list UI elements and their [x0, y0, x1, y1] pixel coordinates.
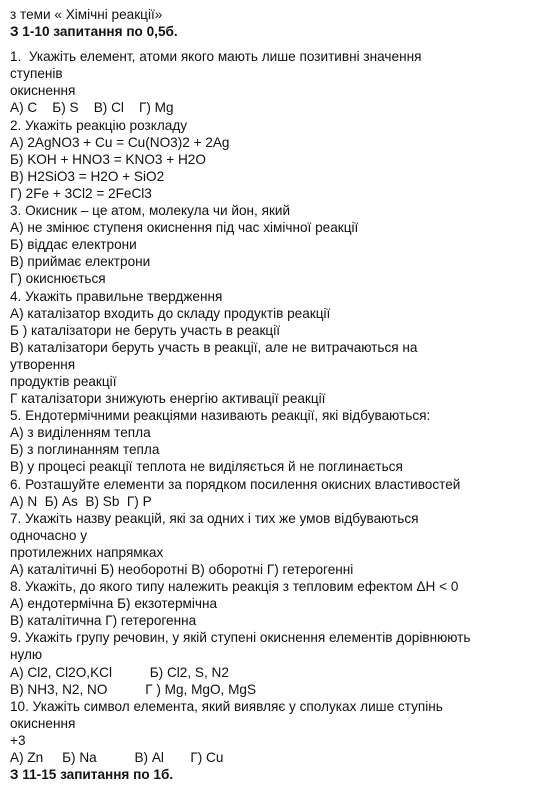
section-heading-2: З 11-15 запитання по 1б. [10, 767, 174, 783]
question-line: Г) окиснюється [10, 271, 106, 287]
question-line: 6. Розташуйте елементи за порядком посилення окисних властивостей [10, 476, 461, 492]
question-list [10, 48, 538, 766]
question-line: А) не змінює ступеня окиснення під час хімічної реакції [10, 220, 359, 236]
question-line: А) N Б) As В) Sb Г) P [10, 493, 152, 509]
question-line: Б) KOH + HNO3 = KNO3 + H2O [10, 151, 206, 167]
question-line: окиснення [10, 715, 76, 731]
question-line: А) 2AgNO3 + Cu = Cu(NO3)2 + 2Ag [10, 134, 230, 150]
question-line: В) каталітична Г) гетерогенна [10, 613, 197, 629]
question-line: В) каталізатори беруть участь в реакції, але не витрачаються на [10, 339, 418, 355]
topic-line: з теми « Хімічні реакції» [10, 7, 163, 22]
question-line: утворення [10, 356, 76, 372]
question-line: продуктів реакції [10, 373, 117, 389]
question-line: одночасно у [10, 527, 88, 543]
question-line: А) каталізатор входить до складу продуктів реакції [10, 305, 331, 321]
section-heading: З 1-10 запитання по 0,5б. [10, 24, 178, 40]
question-line: Г) 2Fe + 3Cl2 = 2FeCl3 [10, 185, 152, 201]
question-line: В) H2SiO3 = H2O + SiO2 [10, 168, 165, 184]
question-line: ступенів [10, 66, 63, 82]
question-line: нулю [10, 647, 43, 663]
question-line: А) Cl2, Cl2O,KCl Б) Cl2, S, N2 [10, 664, 229, 680]
question-line: В) у процесі реакції теплота не виділяється й не поглинається [10, 459, 403, 475]
question-line: окиснення [10, 83, 76, 99]
question-line: 8. Укажіть, до якого типу належить реакція з тепловим ефектом ΔH < 0 [10, 579, 459, 595]
question-line: А) С Б) S В) Cl Г) Mg [10, 100, 174, 116]
question-line: А) каталітичні Б) необоротні В) оборотні Г) гетерогенні [10, 562, 354, 577]
question-line: Б) віддає електрони [10, 237, 137, 253]
question-line: 3. Окисник – це атом, молекула чи йон, який [10, 203, 291, 219]
question-line: протилежних напрямках [10, 544, 164, 560]
question-line: В) приймає електрони [10, 254, 151, 270]
question-line: 5. Ендотермічними реакціями називають реакції, які відбуваються: [10, 408, 431, 424]
question-line: В) NH3, N2, NO Г ) Mg, MgO, MgS [10, 681, 257, 697]
question-line: 7. Укажіть назву реакцій, які за одних і тих же умов відбуваються [10, 510, 419, 526]
question-line: 2. Укажіть реакцію розкладу [10, 117, 188, 133]
question-line: Б) з поглинанням тепла [10, 442, 160, 458]
question-line: А) ендотермічна Б) екзотермічна [10, 596, 218, 612]
question-line: 9. Укажіть групу речовин, у якій ступені окиснення елементів дорівнюють [10, 630, 471, 646]
question-line: 4. Укажіть правильне твердження [10, 288, 223, 304]
question-line: Б ) каталізатори не беруть участь в реакції [10, 322, 281, 338]
question-line: +3 [10, 732, 26, 748]
question-line: Г каталізатори знижують енергію активації реакції [10, 391, 326, 407]
spacer [10, 40, 538, 48]
question-line: А) Zn Б) Na В) Al Г) Cu [10, 750, 224, 766]
question-line: 10. Укажіть символ елемента, який виявляє у сполуках лише ступінь [10, 698, 443, 714]
question-line: 1. Укажіть елемент, атоми якого мають лише позитивні значення [10, 49, 422, 65]
question-line: А) з виділенням тепла [10, 425, 151, 441]
